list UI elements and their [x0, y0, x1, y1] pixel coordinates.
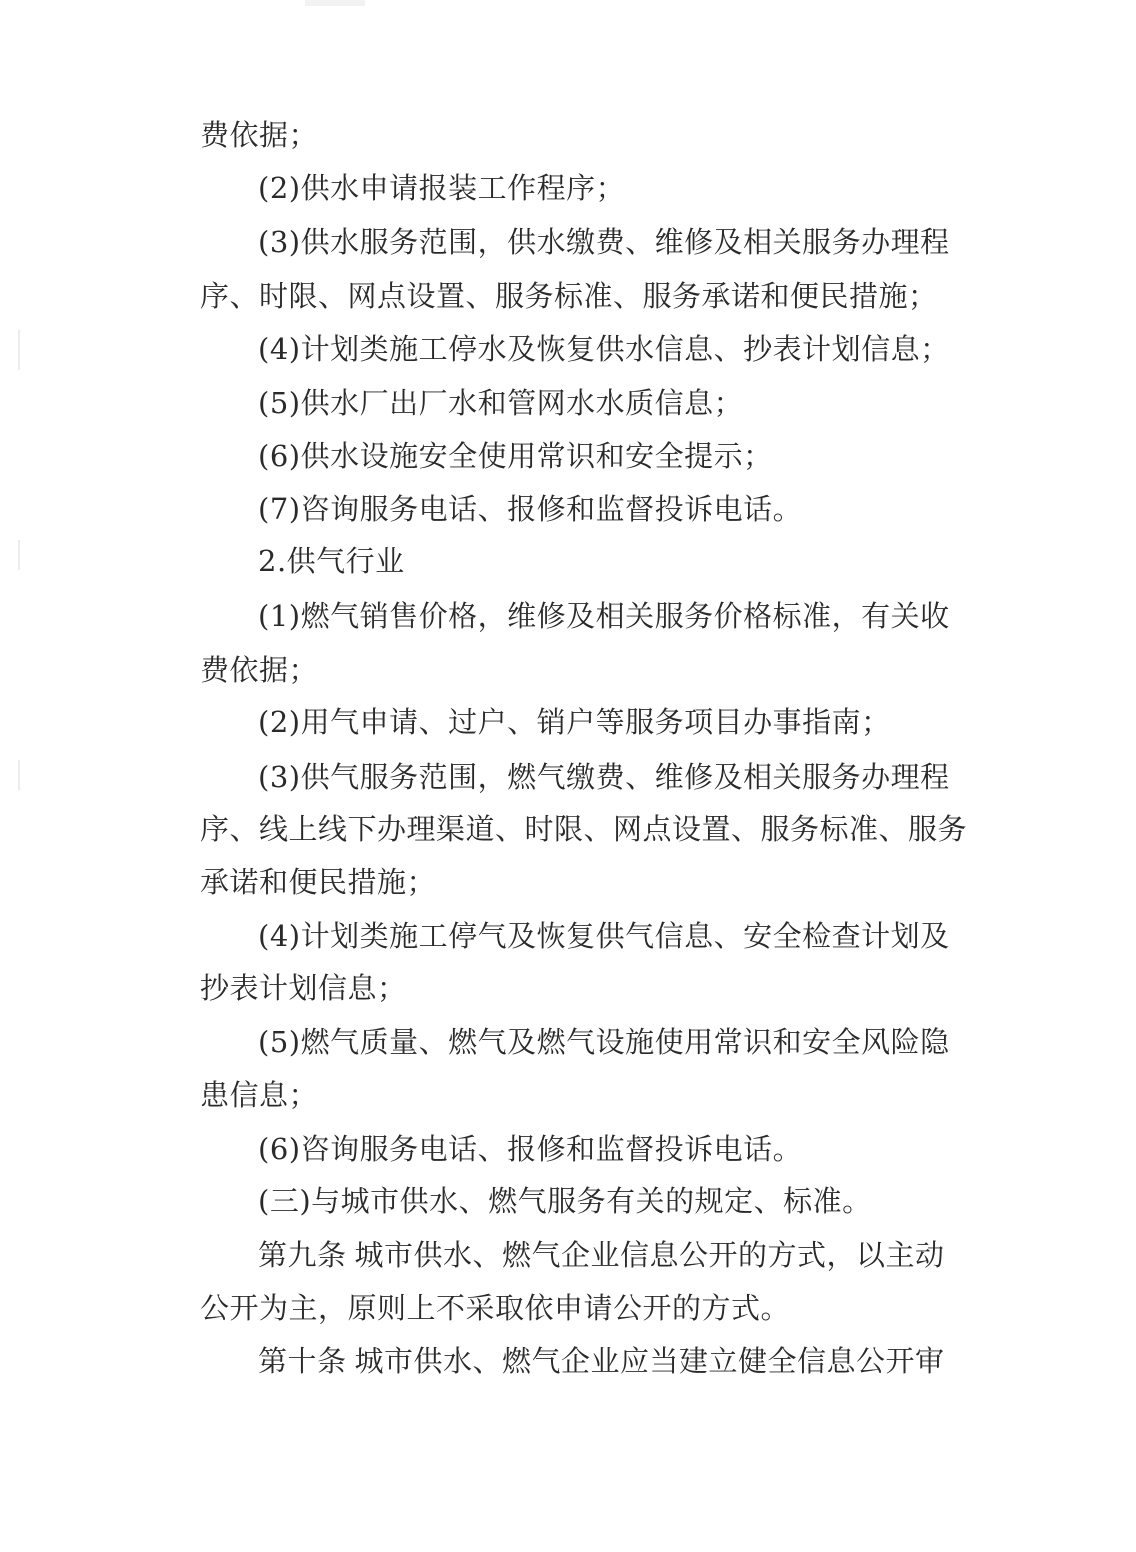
text-line: 公开为主，原则上不采取依申请公开的方式。: [200, 1291, 791, 1325]
text-line: (3)供气服务范围，燃气缴费、维修及相关服务办理程: [258, 760, 950, 794]
text-line: (5)燃气质量、燃气及燃气设施使用常识和安全风险隐: [258, 1025, 950, 1059]
text-line: (6)供水设施安全使用常识和安全提示；: [258, 439, 773, 473]
text-line: 抄表计划信息；: [200, 971, 407, 1005]
text-line: 承诺和便民措施；: [200, 865, 437, 899]
article-9-label: 第九条: [258, 1238, 347, 1272]
text-line: (6)咨询服务电话、报修和监督投诉电话。: [258, 1132, 803, 1166]
text-line: (1)燃气销售价格，维修及相关服务价格标准，有关收: [258, 599, 950, 633]
text-line: (3)供水服务范围，供水缴费、维修及相关服务办理程: [258, 225, 950, 259]
text-line: 序、时限、网点设置、服务标准、服务承诺和便民措施；: [200, 279, 938, 313]
section-heading: 2.供气行业: [258, 544, 405, 578]
text-line: (4)计划类施工停水及恢复供水信息、抄表计划信息；: [258, 332, 950, 366]
text-line: (5)供水厂出厂水和管网水水质信息；: [258, 386, 744, 420]
article-10-text: 城市供水、燃气企业应当建立健全信息公开审: [354, 1344, 945, 1378]
text-line: (4)计划类施工停气及恢复供气信息、安全检查计划及: [258, 919, 950, 953]
article-9-text: 城市供水、燃气企业信息公开的方式，以主动: [354, 1238, 945, 1272]
text-line: 序、线上线下办理渠道、时限、网点设置、服务标准、服务: [200, 812, 968, 846]
article-9-line: [258, 1235, 945, 1275]
scan-edge-mark: [18, 330, 20, 370]
scan-edge-mark: [18, 760, 20, 790]
article-10-line: [258, 1341, 945, 1381]
scan-edge-mark: [18, 540, 20, 570]
text-line: 费依据；: [200, 653, 319, 687]
text-line: 费依据；: [200, 118, 319, 152]
scan-artifact: [305, 0, 365, 6]
text-line: 患信息；: [200, 1078, 319, 1112]
article-10-label: 第十条: [258, 1344, 347, 1378]
text-line: (7)咨询服务电话、报修和监督投诉电话。: [258, 492, 803, 526]
text-line: (2)供水申请报装工作程序；: [258, 171, 626, 205]
text-line: (三)与城市供水、燃气服务有关的规定、标准。: [258, 1184, 872, 1218]
text-line: (2)用气申请、过户、销户等服务项目办事指南；: [258, 705, 891, 739]
